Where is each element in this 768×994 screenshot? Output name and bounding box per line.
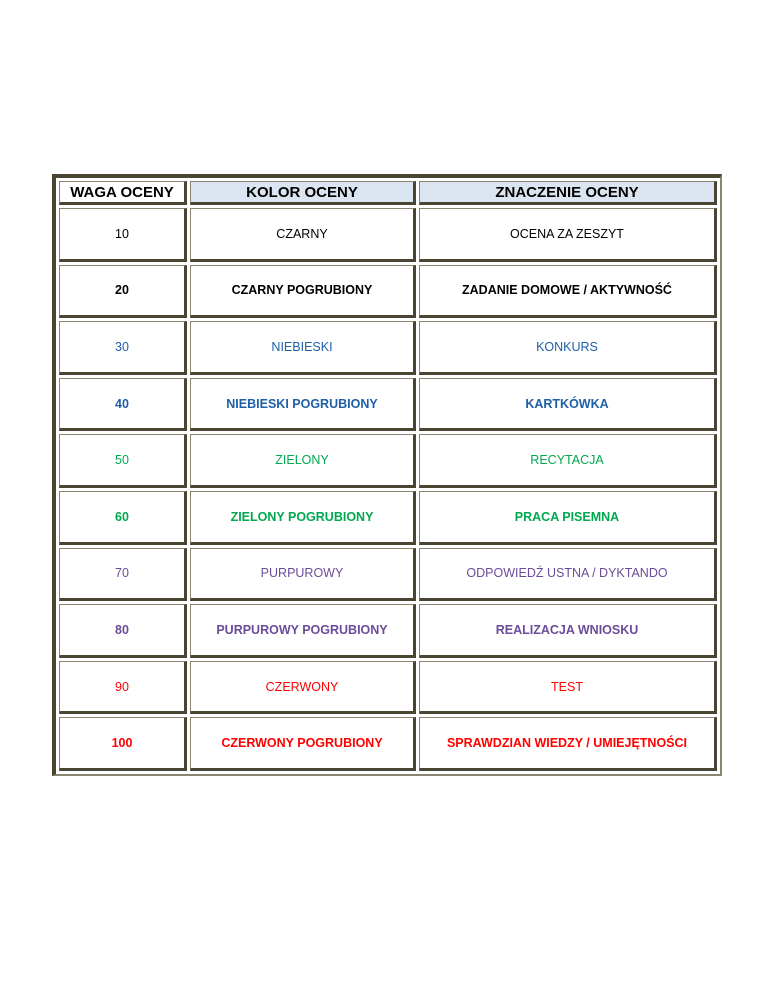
cell-grade-meaning: PRACA PISEMNA: [419, 491, 717, 545]
table-header-row: [59, 181, 717, 205]
cell-grade-weight: 80: [59, 604, 187, 658]
cell-grade-color: NIEBIESKI POGRUBIONY: [190, 378, 416, 432]
cell-grade-weight: 50: [59, 434, 187, 488]
cell-grade-meaning: OCENA ZA ZESZYT: [419, 208, 717, 262]
table-row: [59, 717, 717, 771]
cell-grade-weight: 10: [59, 208, 187, 262]
cell-grade-color: CZARNY: [190, 208, 416, 262]
cell-grade-meaning: SPRAWDZIAN WIEDZY / UMIEJĘTNOŚCI: [419, 717, 717, 771]
table-row: [59, 208, 717, 262]
cell-grade-color: PURPUROWY: [190, 548, 416, 602]
cell-grade-weight: 70: [59, 548, 187, 602]
table-row: [59, 321, 717, 375]
table-row: [59, 378, 717, 432]
cell-grade-meaning: RECYTACJA: [419, 434, 717, 488]
cell-grade-color: CZARNY POGRUBIONY: [190, 265, 416, 319]
header-grade-weight: WAGA OCENY: [59, 181, 187, 205]
table-row: [59, 548, 717, 602]
table-row: [59, 491, 717, 545]
table-row: [59, 604, 717, 658]
cell-grade-color: ZIELONY: [190, 434, 416, 488]
table-row: [59, 434, 717, 488]
cell-grade-meaning: ZADANIE DOMOWE / AKTYWNOŚĆ: [419, 265, 717, 319]
cell-grade-meaning: TEST: [419, 661, 717, 715]
cell-grade-color: PURPUROWY POGRUBIONY: [190, 604, 416, 658]
cell-grade-meaning: KONKURS: [419, 321, 717, 375]
table-row: [59, 265, 717, 319]
cell-grade-weight: 60: [59, 491, 187, 545]
cell-grade-weight: 30: [59, 321, 187, 375]
table-row: [59, 661, 717, 715]
cell-grade-color: ZIELONY POGRUBIONY: [190, 491, 416, 545]
cell-grade-meaning: KARTKÓWKA: [419, 378, 717, 432]
cell-grade-meaning: REALIZACJA WNIOSKU: [419, 604, 717, 658]
cell-grade-weight: 20: [59, 265, 187, 319]
cell-grade-color: CZERWONY: [190, 661, 416, 715]
grade-weight-table: [52, 174, 722, 776]
cell-grade-weight: 100: [59, 717, 187, 771]
header-grade-color: KOLOR OCENY: [190, 181, 416, 205]
cell-grade-weight: 40: [59, 378, 187, 432]
cell-grade-color: NIEBIESKI: [190, 321, 416, 375]
cell-grade-color: CZERWONY POGRUBIONY: [190, 717, 416, 771]
header-grade-meaning: ZNACZENIE OCENY: [419, 181, 717, 205]
cell-grade-weight: 90: [59, 661, 187, 715]
cell-grade-meaning: ODPOWIEDŹ USTNA / DYKTANDO: [419, 548, 717, 602]
